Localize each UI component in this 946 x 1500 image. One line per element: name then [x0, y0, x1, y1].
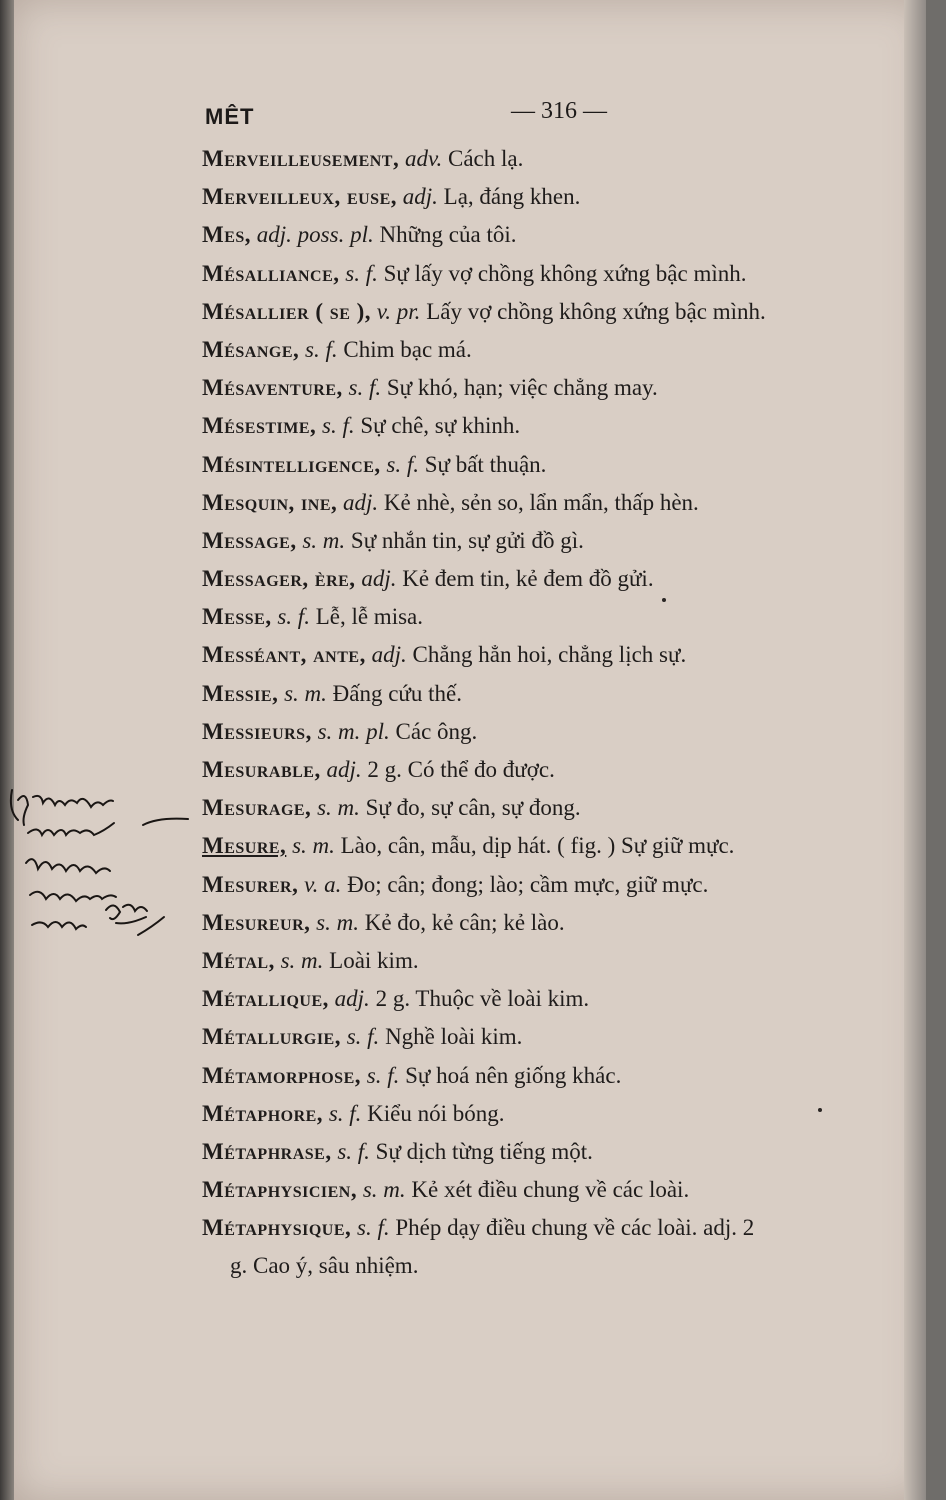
headword: Métaphrase, — [202, 1138, 332, 1164]
part-of-speech: s. m. — [362, 1177, 406, 1203]
definition: Sự bất thuận. — [424, 451, 547, 477]
entry — [202, 1059, 902, 1097]
part-of-speech: s. f. — [386, 451, 419, 477]
definition: Sự khó, hạn; việc chẳng may. — [386, 375, 658, 401]
headword: Métal, — [202, 947, 275, 973]
headword: Mesureur, — [202, 909, 311, 935]
part-of-speech: adj. — [343, 489, 379, 515]
part-of-speech: adj. poss. pl. — [256, 222, 374, 248]
definition: Đo; cân; đong; lào; cầm mực, giữ mực. — [347, 871, 709, 897]
dictionary-entries — [202, 142, 902, 1288]
part-of-speech: s. m. — [316, 909, 359, 935]
headword: Mesquin, ine, — [202, 489, 338, 515]
headword: Mésestime, — [202, 413, 317, 439]
part-of-speech: s. f. — [345, 260, 378, 286]
part-of-speech: s. f. — [346, 1024, 380, 1050]
definition: Sự chê, sự khinh. — [360, 413, 521, 439]
part-of-speech: s. f. — [277, 604, 310, 630]
headword: Mes, — [202, 222, 252, 248]
entry — [202, 295, 902, 333]
part-of-speech: s. f. — [357, 1215, 390, 1241]
definition: Lào, cân, mẫu, dịp hát. ( fig. ) Sự giữ mực. — [340, 833, 735, 859]
definition: Phép dạy điều chung về các loài. adj. 2 — [395, 1215, 755, 1241]
entry — [202, 982, 902, 1020]
part-of-speech: adj. — [361, 566, 397, 592]
entry — [202, 791, 902, 829]
definition: Sự dịch từng tiếng một. — [375, 1138, 593, 1164]
part-of-speech: adj. — [371, 642, 407, 668]
headword: Métallique, — [202, 986, 329, 1012]
page-number: — 316 — — [511, 98, 607, 124]
entry — [202, 524, 902, 562]
part-of-speech: adj. — [326, 757, 362, 782]
definition: Những của tôi. — [379, 222, 517, 248]
definition: Lễ, lễ misa. — [315, 604, 423, 630]
entry — [202, 600, 902, 638]
headword: Mésintelligence, — [202, 451, 381, 477]
part-of-speech: v. pr. — [376, 298, 421, 324]
handwriting-scribble — [8, 785, 198, 975]
part-of-speech: s. m. pl. — [317, 718, 390, 744]
headword: Mésalliance, — [202, 260, 340, 286]
entry — [202, 562, 902, 600]
headword: Métaphysique, — [202, 1215, 352, 1241]
definition: 2 g. Thuộc về loài kim. — [375, 986, 590, 1012]
part-of-speech: s. m. — [302, 527, 346, 553]
definition: Sự lấy vợ chồng không xứng bậc mình. — [383, 260, 747, 286]
part-of-speech: s. f. — [328, 1100, 362, 1126]
definition: Chẳng hẳn hoi, chẳng lịch sự. — [412, 642, 687, 668]
part-of-speech: adv. — [404, 146, 443, 171]
ink-dot — [818, 1108, 822, 1112]
definition: Loài kim. — [329, 947, 419, 973]
headword: Merveilleusement, — [202, 146, 400, 171]
headword: Métamorphose, — [202, 1062, 362, 1088]
definition: Kẻ đem tin, kẻ đem đồ gửi. — [402, 566, 654, 592]
part-of-speech: s. m. — [317, 795, 360, 821]
part-of-speech: s. f. — [348, 375, 382, 401]
headword: Mesurage, — [202, 795, 312, 821]
definition: 2 g. Có thể đo được. — [367, 757, 555, 782]
definition: Đấng cứu thế. — [332, 680, 462, 706]
headword: Métaphysicien, — [202, 1177, 358, 1203]
entry — [202, 409, 902, 447]
entry — [202, 257, 902, 295]
definition: Sự đo, sự cân, sự đong. — [365, 795, 581, 821]
handwritten-margin-note — [8, 785, 198, 975]
definition: Cách lạ. — [447, 146, 524, 171]
entry — [202, 448, 902, 486]
page-header — [195, 94, 895, 130]
entry — [202, 906, 902, 944]
entry-continuation: g. Cao ý, sâu nhiệm. — [230, 1253, 419, 1279]
book-gutter — [0, 0, 14, 1500]
definition: Sự nhắn tin, sự gửi đồ gì. — [350, 527, 584, 553]
entry — [202, 333, 902, 371]
entry — [202, 829, 902, 867]
definition: Lấy vợ chồng không xứng bậc mình. — [426, 298, 766, 324]
entry — [202, 638, 902, 676]
headword: Message, — [202, 527, 297, 553]
headword: Métallurgie, — [202, 1024, 341, 1050]
entry — [202, 715, 902, 753]
headword: Messager, ère, — [202, 566, 356, 592]
entry — [202, 371, 902, 409]
headword: Métaphore, — [202, 1100, 324, 1126]
entry — [202, 1020, 902, 1058]
definition: Kẻ nhè, sẻn so, lẩn mẩn, thấp hèn. — [383, 489, 699, 515]
headword: Mesurable, — [202, 757, 321, 782]
headword: Messie, — [202, 680, 279, 706]
entry — [202, 868, 902, 906]
entry — [202, 753, 902, 791]
page-edge — [904, 0, 926, 1500]
headword: Mesure, — [202, 833, 287, 859]
entry — [202, 944, 902, 982]
headword: Mesurer, — [202, 871, 299, 897]
definition: Kẻ đo, kẻ cân; kẻ lào. — [364, 909, 565, 935]
headword: Messieurs, — [202, 718, 312, 744]
entry — [202, 1211, 902, 1249]
definition: Sự hoá nên giống khác. — [405, 1062, 622, 1088]
headword: Messéant, ante, — [202, 642, 366, 668]
entry — [202, 142, 902, 180]
part-of-speech: s. m. — [292, 833, 335, 859]
headword: Merveilleux, euse, — [202, 184, 397, 210]
headword: Messe, — [202, 604, 272, 630]
part-of-speech: v. a. — [304, 871, 342, 897]
entry — [202, 1097, 902, 1135]
part-of-speech: s. f. — [305, 336, 338, 362]
headword: Mésaventure, — [202, 375, 343, 401]
part-of-speech: s. f. — [366, 1062, 400, 1088]
part-of-speech: s. m. — [280, 947, 324, 973]
entry — [202, 677, 902, 715]
definition: Kiểu nói bóng. — [367, 1100, 505, 1126]
part-of-speech: adj. — [402, 184, 438, 210]
entry — [202, 1135, 902, 1173]
definition: Kẻ xét điều chung về các loài. — [411, 1177, 690, 1203]
entry — [202, 486, 902, 524]
definition: Các ông. — [395, 718, 478, 744]
definition: Lạ, đáng khen. — [443, 184, 581, 210]
headword: Mésallier ( se ), — [202, 298, 372, 324]
entry — [202, 218, 902, 256]
ink-dot — [662, 598, 666, 602]
definition: Chim bạc má. — [343, 336, 472, 362]
guide-word: MÊT — [205, 104, 255, 129]
part-of-speech: s. f. — [337, 1138, 370, 1164]
entry — [202, 1173, 902, 1211]
part-of-speech: s. f. — [322, 413, 355, 439]
part-of-speech: adj. — [334, 986, 370, 1012]
headword: Mésange, — [202, 336, 300, 362]
definition: Nghề loài kim. — [385, 1024, 523, 1050]
part-of-speech: s. m. — [284, 680, 327, 706]
entry — [202, 180, 902, 218]
